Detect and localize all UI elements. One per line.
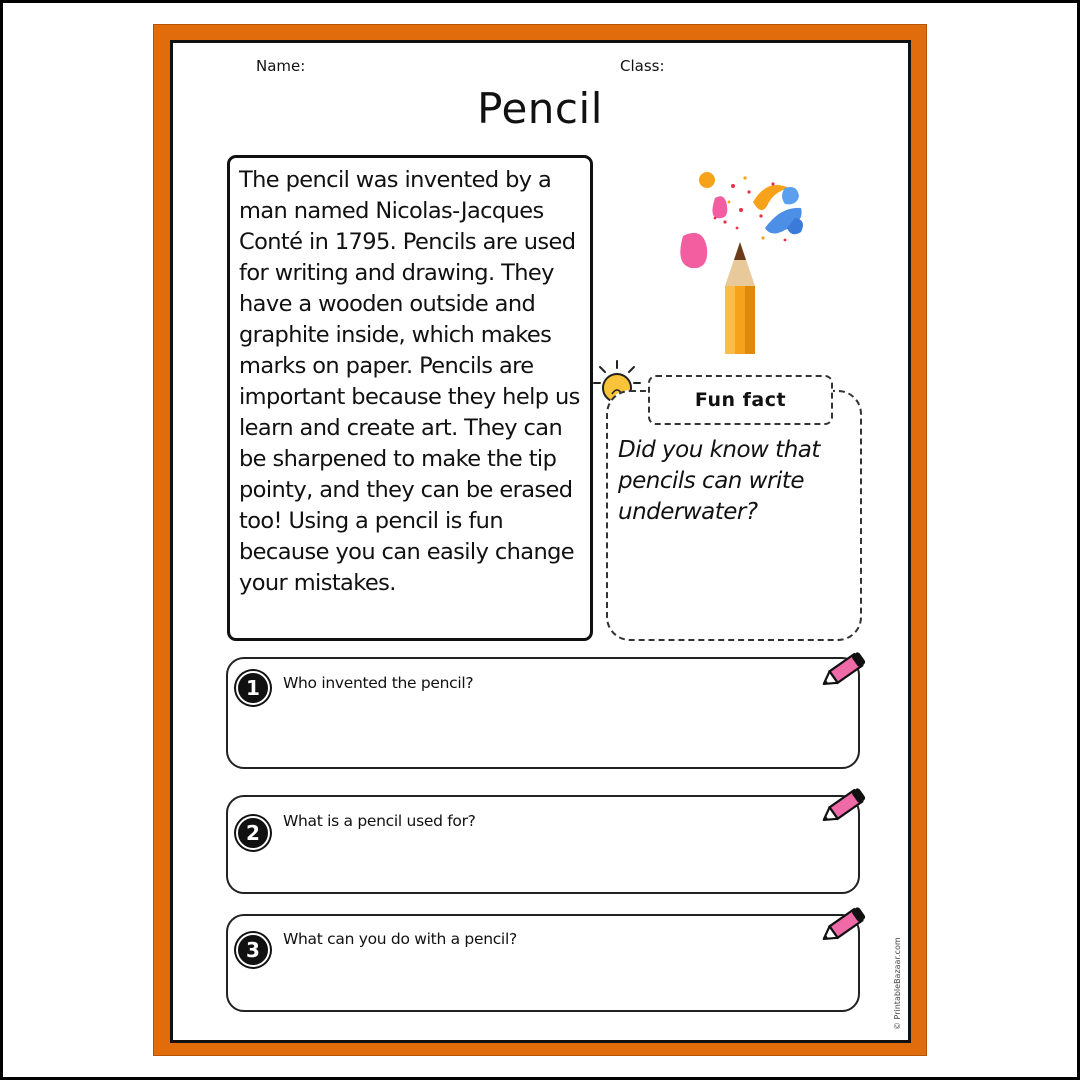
question-number-3: 3 <box>236 933 270 967</box>
question-number-2: 2 <box>236 816 270 850</box>
pencil-icon <box>818 903 870 949</box>
reading-passage: The pencil was invented by a man named Nicolas-Jacques Conté in 1795. Pencils are used for writing and drawing. They have a wooden outside and graphite inside, which makes marks on paper. Pencils are important because they help us learn and create art. They can be sharpened to make the tip pointy, and they can be erased too! Using a pencil is fun because you can easily change your mistakes. <box>227 155 593 641</box>
question-1-text: Who invented the pencil? <box>283 674 474 692</box>
credit-text: © PrintableBazaar.com <box>893 937 902 1030</box>
question-2-text: What is a pencil used for? <box>283 812 476 830</box>
class-label: Class: <box>620 57 665 75</box>
question-number-1: 1 <box>236 671 270 705</box>
answer-box-2[interactable] <box>226 795 860 894</box>
fun-fact-heading: Fun fact <box>648 375 833 425</box>
question-3-text: What can you do with a pencil? <box>283 930 517 948</box>
pencil-icon <box>818 648 870 694</box>
pencil-splash-icon <box>645 158 835 358</box>
page-title: Pencil <box>477 84 603 133</box>
answer-box-3[interactable] <box>226 914 860 1012</box>
fun-fact-text: Did you know that pencils can write underwater? <box>618 437 820 525</box>
name-label: Name: <box>256 57 306 75</box>
pencil-icon <box>818 784 870 830</box>
